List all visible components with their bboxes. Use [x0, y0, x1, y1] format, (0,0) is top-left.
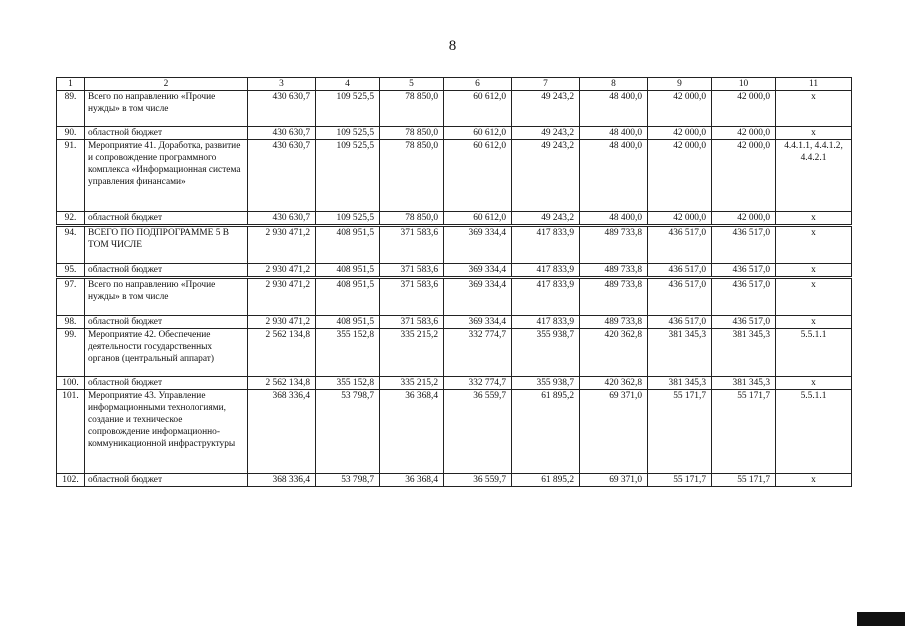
amount-cell: 49 243,2: [512, 127, 580, 140]
amount-cell: 109 525,5: [316, 212, 380, 226]
amount-cell: 436 517,0: [648, 264, 712, 278]
amount-cell: 408 951,5: [316, 278, 380, 316]
header-cell: 8: [580, 78, 648, 91]
amount-cell: 55 171,7: [648, 474, 712, 487]
target-code: x: [776, 474, 852, 487]
header-cell: 10: [712, 78, 776, 91]
row-description: областной бюджет: [85, 127, 248, 140]
amount-cell: 42 000,0: [648, 140, 712, 212]
row-number: 92.: [57, 212, 85, 226]
row-description: областной бюджет: [85, 212, 248, 226]
amount-cell: 436 517,0: [648, 226, 712, 264]
amount-cell: 436 517,0: [712, 264, 776, 278]
row-number: 101.: [57, 390, 85, 474]
amount-cell: 42 000,0: [712, 212, 776, 226]
header-cell: 4: [316, 78, 380, 91]
budget-table: [56, 77, 852, 487]
amount-cell: 335 215,2: [380, 377, 444, 390]
row-number: 94.: [57, 226, 85, 264]
table-row: [57, 226, 852, 264]
target-code: x: [776, 91, 852, 127]
amount-cell: 371 583,6: [380, 278, 444, 316]
amount-cell: 436 517,0: [712, 278, 776, 316]
amount-cell: 430 630,7: [248, 91, 316, 127]
amount-cell: 2 930 471,2: [248, 264, 316, 278]
amount-cell: 332 774,7: [444, 329, 512, 377]
table-row: [57, 278, 852, 316]
amount-cell: 60 612,0: [444, 91, 512, 127]
amount-cell: 60 612,0: [444, 140, 512, 212]
row-description: областной бюджет: [85, 474, 248, 487]
amount-cell: 436 517,0: [648, 316, 712, 329]
row-description: областной бюджет: [85, 316, 248, 329]
amount-cell: 2 930 471,2: [248, 316, 316, 329]
amount-cell: 371 583,6: [380, 226, 444, 264]
target-code: x: [776, 278, 852, 316]
target-code: 5.5.1.1: [776, 390, 852, 474]
table-row: [57, 127, 852, 140]
amount-cell: 420 362,8: [580, 377, 648, 390]
amount-cell: 69 371,0: [580, 390, 648, 474]
table-row: [57, 316, 852, 329]
target-code: 4.4.1.1, 4.4.1.2, 4.4.2.1: [776, 140, 852, 212]
amount-cell: 355 152,8: [316, 329, 380, 377]
amount-cell: 53 798,7: [316, 390, 380, 474]
table-row: [57, 390, 852, 474]
table-row: [57, 377, 852, 390]
amount-cell: 417 833,9: [512, 278, 580, 316]
amount-cell: 69 371,0: [580, 474, 648, 487]
amount-cell: 369 334,4: [444, 316, 512, 329]
amount-cell: 55 171,7: [712, 390, 776, 474]
table-row: [57, 474, 852, 487]
amount-cell: 42 000,0: [712, 127, 776, 140]
target-code: x: [776, 212, 852, 226]
amount-cell: 42 000,0: [712, 140, 776, 212]
amount-cell: 2 562 134,8: [248, 329, 316, 377]
amount-cell: 36 368,4: [380, 474, 444, 487]
amount-cell: 436 517,0: [712, 316, 776, 329]
amount-cell: 109 525,5: [316, 140, 380, 212]
target-code: x: [776, 264, 852, 278]
amount-cell: 61 895,2: [512, 474, 580, 487]
header-cell: 7: [512, 78, 580, 91]
amount-cell: 420 362,8: [580, 329, 648, 377]
amount-cell: 36 559,7: [444, 390, 512, 474]
amount-cell: 371 583,6: [380, 316, 444, 329]
amount-cell: 417 833,9: [512, 316, 580, 329]
header-cell: 3: [248, 78, 316, 91]
table-row: [57, 91, 852, 127]
target-code: x: [776, 226, 852, 264]
amount-cell: 436 517,0: [648, 278, 712, 316]
row-number: 99.: [57, 329, 85, 377]
row-description: Всего по направлению «Прочие нужды» в том числе: [85, 91, 248, 127]
amount-cell: 355 938,7: [512, 377, 580, 390]
amount-cell: 61 895,2: [512, 390, 580, 474]
amount-cell: 48 400,0: [580, 212, 648, 226]
amount-cell: 78 850,0: [380, 212, 444, 226]
amount-cell: 381 345,3: [712, 377, 776, 390]
amount-cell: 355 938,7: [512, 329, 580, 377]
amount-cell: 60 612,0: [444, 212, 512, 226]
amount-cell: 430 630,7: [248, 127, 316, 140]
amount-cell: 78 850,0: [380, 91, 444, 127]
amount-cell: 42 000,0: [648, 212, 712, 226]
table-row: [57, 212, 852, 226]
row-description: Мероприятие 41. Доработка, развитие и сопровождение программного комплекса «Информационная система управления финансами»: [85, 140, 248, 212]
amount-cell: 368 336,4: [248, 474, 316, 487]
row-description: областной бюджет: [85, 377, 248, 390]
target-code: x: [776, 127, 852, 140]
amount-cell: 48 400,0: [580, 127, 648, 140]
amount-cell: 36 368,4: [380, 390, 444, 474]
amount-cell: 489 733,8: [580, 226, 648, 264]
amount-cell: 78 850,0: [380, 127, 444, 140]
amount-cell: 408 951,5: [316, 264, 380, 278]
row-number: 91.: [57, 140, 85, 212]
row-description: Всего по направлению «Прочие нужды» в том числе: [85, 278, 248, 316]
amount-cell: 42 000,0: [648, 91, 712, 127]
amount-cell: 430 630,7: [248, 212, 316, 226]
amount-cell: 42 000,0: [712, 91, 776, 127]
amount-cell: 430 630,7: [248, 140, 316, 212]
amount-cell: 335 215,2: [380, 329, 444, 377]
table-row: [57, 329, 852, 377]
header-cell: 9: [648, 78, 712, 91]
target-code: x: [776, 377, 852, 390]
page-number: 8: [448, 38, 457, 54]
amount-cell: 369 334,4: [444, 226, 512, 264]
row-number: 90.: [57, 127, 85, 140]
amount-cell: 109 525,5: [316, 127, 380, 140]
amount-cell: 417 833,9: [512, 226, 580, 264]
amount-cell: 436 517,0: [712, 226, 776, 264]
amount-cell: 49 243,2: [512, 91, 580, 127]
amount-cell: 369 334,4: [444, 278, 512, 316]
header-cell: 6: [444, 78, 512, 91]
header-cell: 1: [57, 78, 85, 91]
amount-cell: 381 345,3: [712, 329, 776, 377]
row-description: областной бюджет: [85, 264, 248, 278]
row-number: 97.: [57, 278, 85, 316]
row-description: Мероприятие 42. Обеспечение деятельности государственных органов (центральный аппарат): [85, 329, 248, 377]
amount-cell: 36 559,7: [444, 474, 512, 487]
row-description: ВСЕГО ПО ПОДПРОГРАММЕ 5 В ТОМ ЧИСЛЕ: [85, 226, 248, 264]
scan-artifact-mark: [857, 612, 905, 626]
amount-cell: 109 525,5: [316, 91, 380, 127]
amount-cell: 48 400,0: [580, 140, 648, 212]
amount-cell: 381 345,3: [648, 377, 712, 390]
row-number: 95.: [57, 264, 85, 278]
amount-cell: 489 733,8: [580, 264, 648, 278]
amount-cell: 417 833,9: [512, 264, 580, 278]
table-row: [57, 140, 852, 212]
amount-cell: 2 930 471,2: [248, 278, 316, 316]
amount-cell: 381 345,3: [648, 329, 712, 377]
amount-cell: 355 152,8: [316, 377, 380, 390]
amount-cell: 55 171,7: [712, 474, 776, 487]
amount-cell: 42 000,0: [648, 127, 712, 140]
amount-cell: 332 774,7: [444, 377, 512, 390]
amount-cell: 48 400,0: [580, 91, 648, 127]
amount-cell: 408 951,5: [316, 226, 380, 264]
amount-cell: 55 171,7: [648, 390, 712, 474]
header-row: [57, 78, 852, 91]
row-number: 98.: [57, 316, 85, 329]
row-number: 89.: [57, 91, 85, 127]
amount-cell: 49 243,2: [512, 212, 580, 226]
header-cell: 2: [85, 78, 248, 91]
row-number: 100.: [57, 377, 85, 390]
row-description: Мероприятие 43. Управление информационными технологиями, создание и техническое сопровождение информационно-коммуникационной инфраструктуры: [85, 390, 248, 474]
amount-cell: 53 798,7: [316, 474, 380, 487]
target-code: x: [776, 316, 852, 329]
amount-cell: 2 562 134,8: [248, 377, 316, 390]
amount-cell: 371 583,6: [380, 264, 444, 278]
amount-cell: 78 850,0: [380, 140, 444, 212]
amount-cell: 369 334,4: [444, 264, 512, 278]
amount-cell: 60 612,0: [444, 127, 512, 140]
amount-cell: 489 733,8: [580, 316, 648, 329]
amount-cell: 408 951,5: [316, 316, 380, 329]
amount-cell: 2 930 471,2: [248, 226, 316, 264]
amount-cell: 368 336,4: [248, 390, 316, 474]
target-code: 5.5.1.1: [776, 329, 852, 377]
table-row: [57, 264, 852, 278]
header-cell: 5: [380, 78, 444, 91]
amount-cell: 49 243,2: [512, 140, 580, 212]
amount-cell: 489 733,8: [580, 278, 648, 316]
header-cell: 11: [776, 78, 852, 91]
row-number: 102.: [57, 474, 85, 487]
